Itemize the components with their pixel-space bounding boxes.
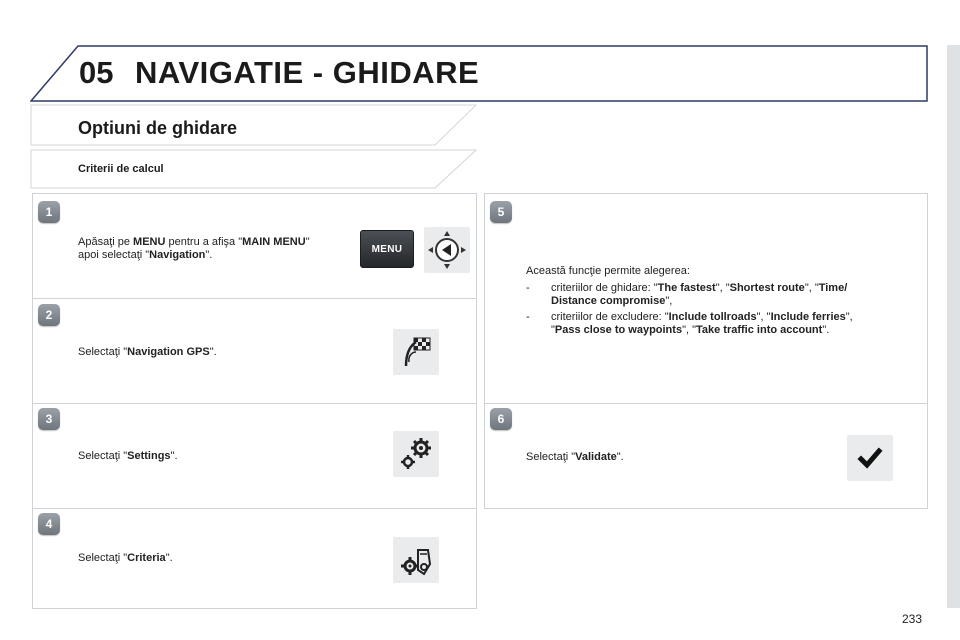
page-number: 233 xyxy=(902,612,923,626)
menu-button-icon: MENU xyxy=(360,230,414,268)
step-6-text: Selectaţi "Validate". xyxy=(526,451,624,463)
gears-icon xyxy=(393,431,439,477)
subsection-title: Criterii de calcul xyxy=(78,163,164,175)
step-3-text: Selectaţi "Settings". xyxy=(78,450,178,462)
step-badge-6: 6 xyxy=(490,408,512,430)
step-4-text: Selectaţi "Criteria". xyxy=(78,552,173,564)
criteria-gears-icon xyxy=(393,537,439,583)
checkmark-icon xyxy=(847,435,893,481)
checkered-flag-icon xyxy=(393,329,439,375)
step-badge-2: 2 xyxy=(38,304,60,326)
chapter-title: NAVIGATIE - GHIDARE xyxy=(135,55,480,90)
step-badge-5: 5 xyxy=(490,201,512,223)
list-dash-1: - xyxy=(526,282,530,294)
step-1-text: Apăsaţi pe MENU pentru a afişa "MAIN MENU" apoi selectaţi "Navigation". xyxy=(78,236,310,261)
step-5-intro: Această funcţie permite alegerea: xyxy=(526,265,690,277)
joystick-icon xyxy=(424,227,470,273)
chapter-number: 05 xyxy=(79,55,114,90)
step-5-list-item-2: criteriilor de excludere: "Include tollroads", "Include ferries", "Pass close to waypoints", "Take traffic into account". xyxy=(551,311,853,336)
step-2-text: Selectaţi "Navigation GPS". xyxy=(78,346,217,358)
step-badge-3: 3 xyxy=(38,408,60,430)
section-title: Optiuni de ghidare xyxy=(78,118,238,138)
step-badge-1: 1 xyxy=(38,201,60,223)
step-badge-4: 4 xyxy=(38,513,60,535)
page-edge-strip xyxy=(947,45,960,608)
list-dash-2: - xyxy=(526,311,530,323)
step-5-list-item-1: criteriilor de ghidare: "The fastest", "Shortest route", "Time/ Distance compromise", xyxy=(551,282,848,307)
